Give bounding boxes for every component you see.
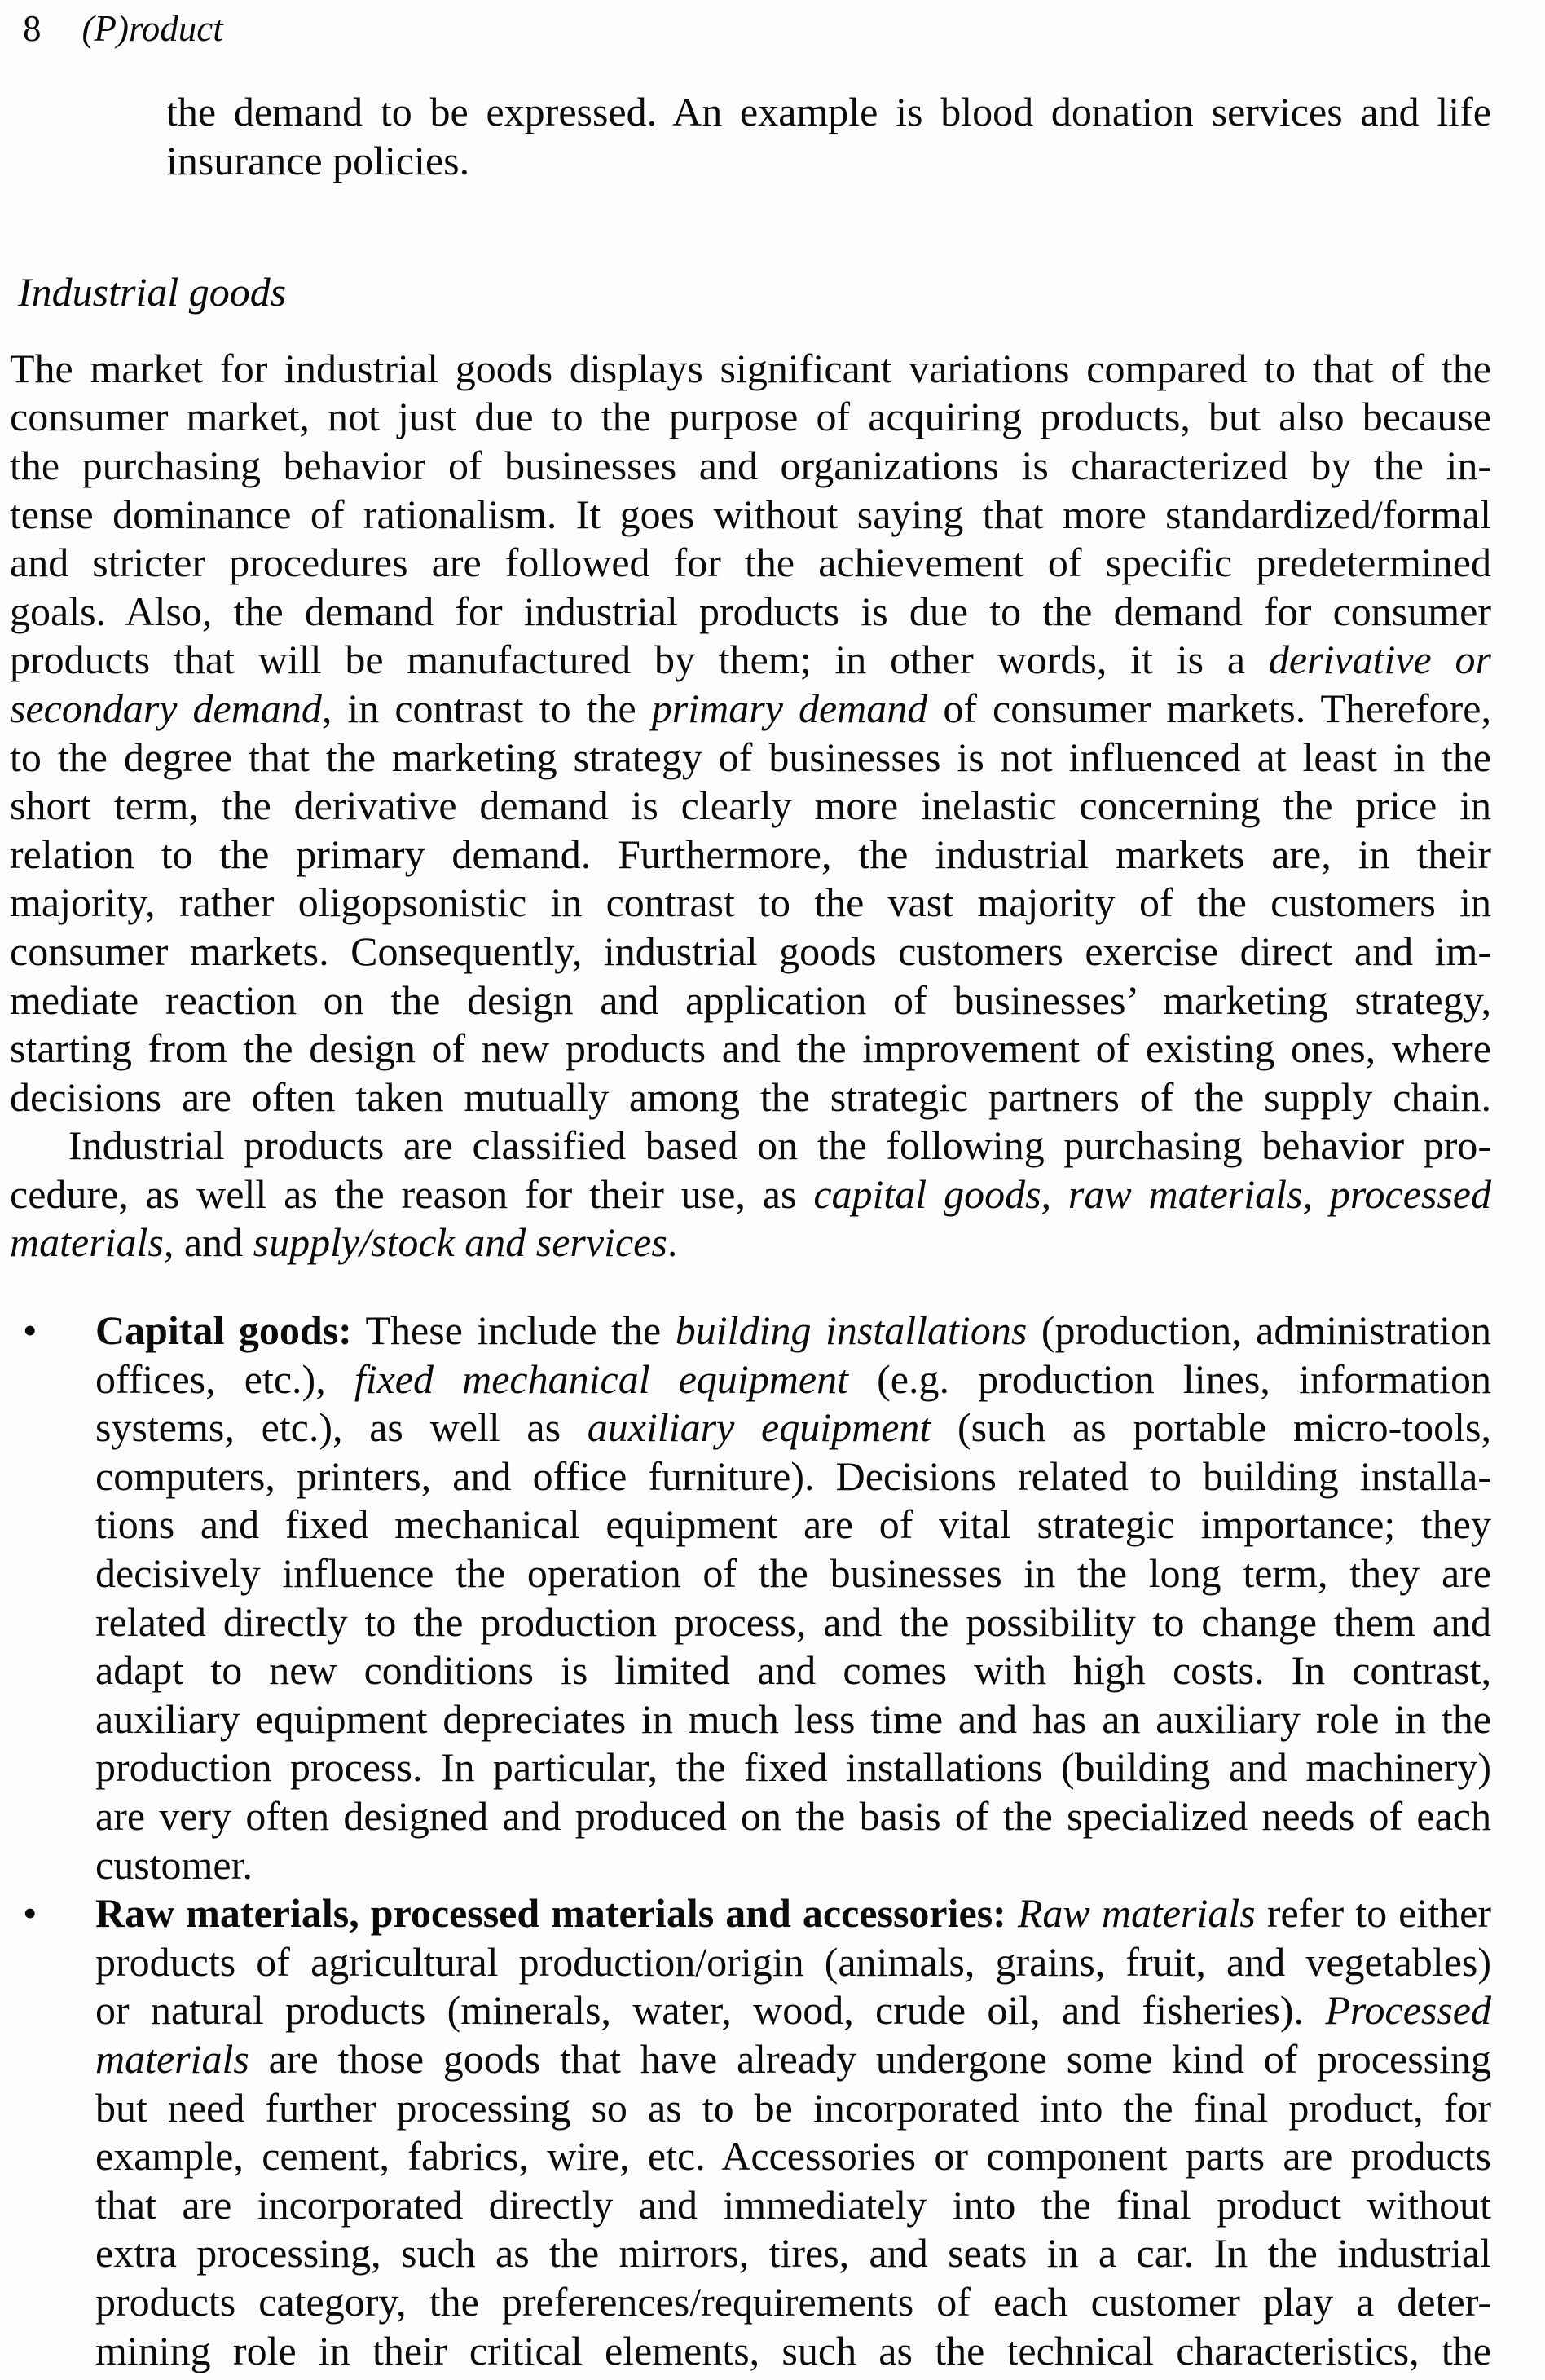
text-line — [95, 1889, 1491, 1938]
text-line — [10, 491, 1491, 540]
text-line — [95, 1452, 1491, 1501]
text-line — [10, 1122, 1491, 1170]
text-segment: and stricter procedures are followed for the achievement of specific predetermined — [10, 540, 1491, 586]
text-segment: production process. In particular, the fixed installations (building and machinery) — [95, 1744, 1491, 1791]
text-segment: relation to the primary demand. Furthermore, the industrial markets are, in their — [10, 831, 1491, 877]
text-line — [95, 1938, 1491, 1987]
text-line — [95, 1695, 1491, 1744]
text-segment: products that will be manufactured by them; in other words, it is a — [10, 637, 1269, 683]
text-segment: of consumer markets. Therefore, — [927, 685, 1491, 731]
text-line — [95, 1986, 1491, 2035]
text-segment: (production, administration — [1027, 1307, 1492, 1354]
text-segment: related directly to the production process, and the possibility to change them and — [95, 1598, 1491, 1645]
text-segment: cedure, as well as the reason for their use, as — [10, 1170, 814, 1217]
text-segment: decisively influence the operation of the businesses in the long term, they are — [95, 1550, 1491, 1597]
text-segment: mediate reaction on the design and application of businesses’ marketing strategy, — [10, 976, 1491, 1023]
text-line — [95, 2327, 1491, 2376]
text-segment: the purchasing behavior of businesses and organizations is characterized by the in- — [10, 442, 1491, 488]
text-line — [166, 137, 1491, 186]
bold-term: Capital goods: — [95, 1307, 352, 1354]
text-line — [10, 588, 1491, 637]
text-line — [95, 1841, 1491, 1890]
text-line — [10, 539, 1491, 588]
text-segment: short term, the derivative demand is clearly more inelastic concerning the price in — [10, 782, 1491, 829]
text-line — [95, 1307, 1491, 1355]
text-line — [10, 345, 1491, 394]
text-segment: offices, etc.), — [95, 1355, 354, 1402]
text-line — [95, 2035, 1491, 2084]
text-segment: insurance policies. — [166, 137, 470, 183]
text-segment: , in contrast to the — [321, 685, 652, 731]
text-line — [95, 1646, 1491, 1695]
para-classification — [10, 1122, 1491, 1267]
text-segment: The market for industrial goods displays significant variations compared to that of the — [10, 345, 1491, 391]
text-segment: majority, rather oligopsonistic in contrast to the vast majority of the customers in — [10, 879, 1491, 926]
text-line — [95, 1404, 1491, 1452]
text-line — [10, 782, 1491, 831]
text-segment: mining role in their critical elements, such as the technical characteristics, the — [95, 2327, 1491, 2373]
text-line — [95, 1549, 1491, 1598]
text-segment: goals. Also, the demand for industrial products is due to the demand for consumer — [10, 588, 1491, 634]
running-title: (P)roduct — [81, 8, 223, 49]
text-line — [95, 1355, 1491, 1404]
italic-term: derivative or — [1268, 637, 1491, 683]
italic-term: materials — [95, 2035, 249, 2082]
bullet-item — [10, 1889, 1491, 2375]
text-line — [95, 2084, 1491, 2133]
page-number: 8 — [23, 8, 42, 49]
text-segment: . — [667, 1219, 678, 1266]
text-segment: adapt to new conditions is limited and comes with high costs. In contrast, — [95, 1647, 1491, 1694]
italic-term: Raw materials — [1017, 1890, 1256, 1937]
text-segment: These include the — [351, 1307, 676, 1354]
text-line — [10, 1025, 1491, 1073]
text-segment: refer to either — [1255, 1890, 1492, 1937]
italic-term: Processed — [1325, 1987, 1491, 2034]
italic-term: materials — [10, 1219, 164, 1266]
text-line — [95, 1792, 1491, 1841]
text-line — [95, 2229, 1491, 2278]
text-line — [10, 831, 1491, 879]
italic-term: supply/stock and services — [253, 1219, 667, 1266]
text-segment: consumer market, not just due to the purpose of acquiring products, but also because — [10, 394, 1491, 440]
text-line — [95, 2181, 1491, 2230]
text-segment: products category, the preferences/requirements of each customer play a deter- — [95, 2278, 1491, 2325]
text-segment: that are incorporated directly and immediately into the final product without — [95, 2181, 1491, 2228]
text-segment: , and — [163, 1219, 253, 1266]
text-line — [10, 1219, 1491, 1267]
text-line — [10, 928, 1491, 976]
text-segment — [1006, 1890, 1018, 1936]
text-segment: are very often designed and produced on the basis of the specialized needs of each — [95, 1793, 1491, 1839]
bold-term: Raw materials, processed materials and accessories: — [95, 1890, 1006, 1937]
text-line — [95, 1743, 1491, 1792]
bullet-marker-icon: • — [23, 1890, 37, 1937]
text-line — [10, 393, 1491, 442]
text-segment: to the degree that the marketing strategy of businesses is not influenced at least in the — [10, 734, 1491, 780]
bullet-marker-icon: • — [23, 1307, 37, 1354]
text-segment: decisions are often taken mutually among the strategic partners of the supply chain. — [10, 1073, 1491, 1120]
text-line — [10, 1170, 1491, 1219]
italic-term: secondary demand — [10, 685, 322, 731]
text-segment: computers, printers, and office furniture). Decisions related to building installa- — [95, 1452, 1491, 1499]
text-segment: systems, etc.), as well as — [95, 1404, 588, 1451]
italic-term: primary demand — [651, 685, 928, 731]
text-line — [10, 976, 1491, 1025]
text-segment: or natural products (minerals, water, wood, crude oil, and fisheries). — [95, 1987, 1326, 2034]
text-line — [10, 1073, 1491, 1122]
text-segment: products of agricultural production/origin (animals, grains, fruit, and vegetables) — [95, 1938, 1491, 1985]
para-continuation — [166, 88, 1491, 185]
text-line — [10, 734, 1491, 782]
italic-term: building installations — [675, 1307, 1028, 1354]
para-industrial-market — [10, 345, 1491, 1122]
text-segment: tense dominance of rationalism. It goes without saying that more standardized/formal — [10, 491, 1491, 537]
text-segment: customer. — [95, 1841, 253, 1888]
italic-term: capital goods, raw materials, processed — [813, 1170, 1491, 1217]
italic-term: fixed mechanical equipment — [354, 1355, 849, 1402]
section-heading: Industrial goods — [18, 269, 287, 315]
text-line — [166, 88, 1491, 137]
text-line — [95, 1598, 1491, 1647]
bullet-item — [10, 1307, 1491, 1889]
text-line — [95, 2132, 1491, 2181]
text-line — [10, 685, 1491, 734]
text-segment: the demand to be expressed. An example is blood donation services and life — [166, 89, 1491, 134]
italic-term: auxiliary equipment — [587, 1404, 931, 1451]
text-segment: example, cement, fabrics, wire, etc. Accessories or component parts are products — [95, 2133, 1491, 2179]
text-segment: auxiliary equipment depreciates in much less time and has an auxiliary role in the — [95, 1695, 1491, 1742]
text-segment: Industrial products are classified based on the following purchasing behavior pro- — [68, 1122, 1491, 1169]
text-line — [10, 879, 1491, 928]
text-segment: extra processing, such as the mirrors, tires, and seats in a car. In the industrial — [95, 2230, 1491, 2276]
text-segment: consumer markets. Consequently, industrial goods customers exercise direct and im- — [10, 928, 1491, 974]
text-segment: (such as portable micro-tools, — [931, 1404, 1491, 1451]
text-line — [10, 442, 1491, 491]
text-segment: are those goods that have already undergone some kind of processing — [249, 2035, 1491, 2082]
text-segment: starting from the design of new products and the improvement of existing ones, where — [10, 1025, 1491, 1072]
text-line — [95, 1501, 1491, 1549]
text-segment: (e.g. production lines, information — [848, 1355, 1492, 1402]
text-line — [10, 636, 1491, 685]
text-line — [95, 2278, 1491, 2327]
text-segment: but need further processing so as to be incorporated into the final product, for — [95, 2084, 1491, 2131]
text-segment: tions and fixed mechanical equipment are of vital strategic importance; they — [95, 1501, 1491, 1548]
